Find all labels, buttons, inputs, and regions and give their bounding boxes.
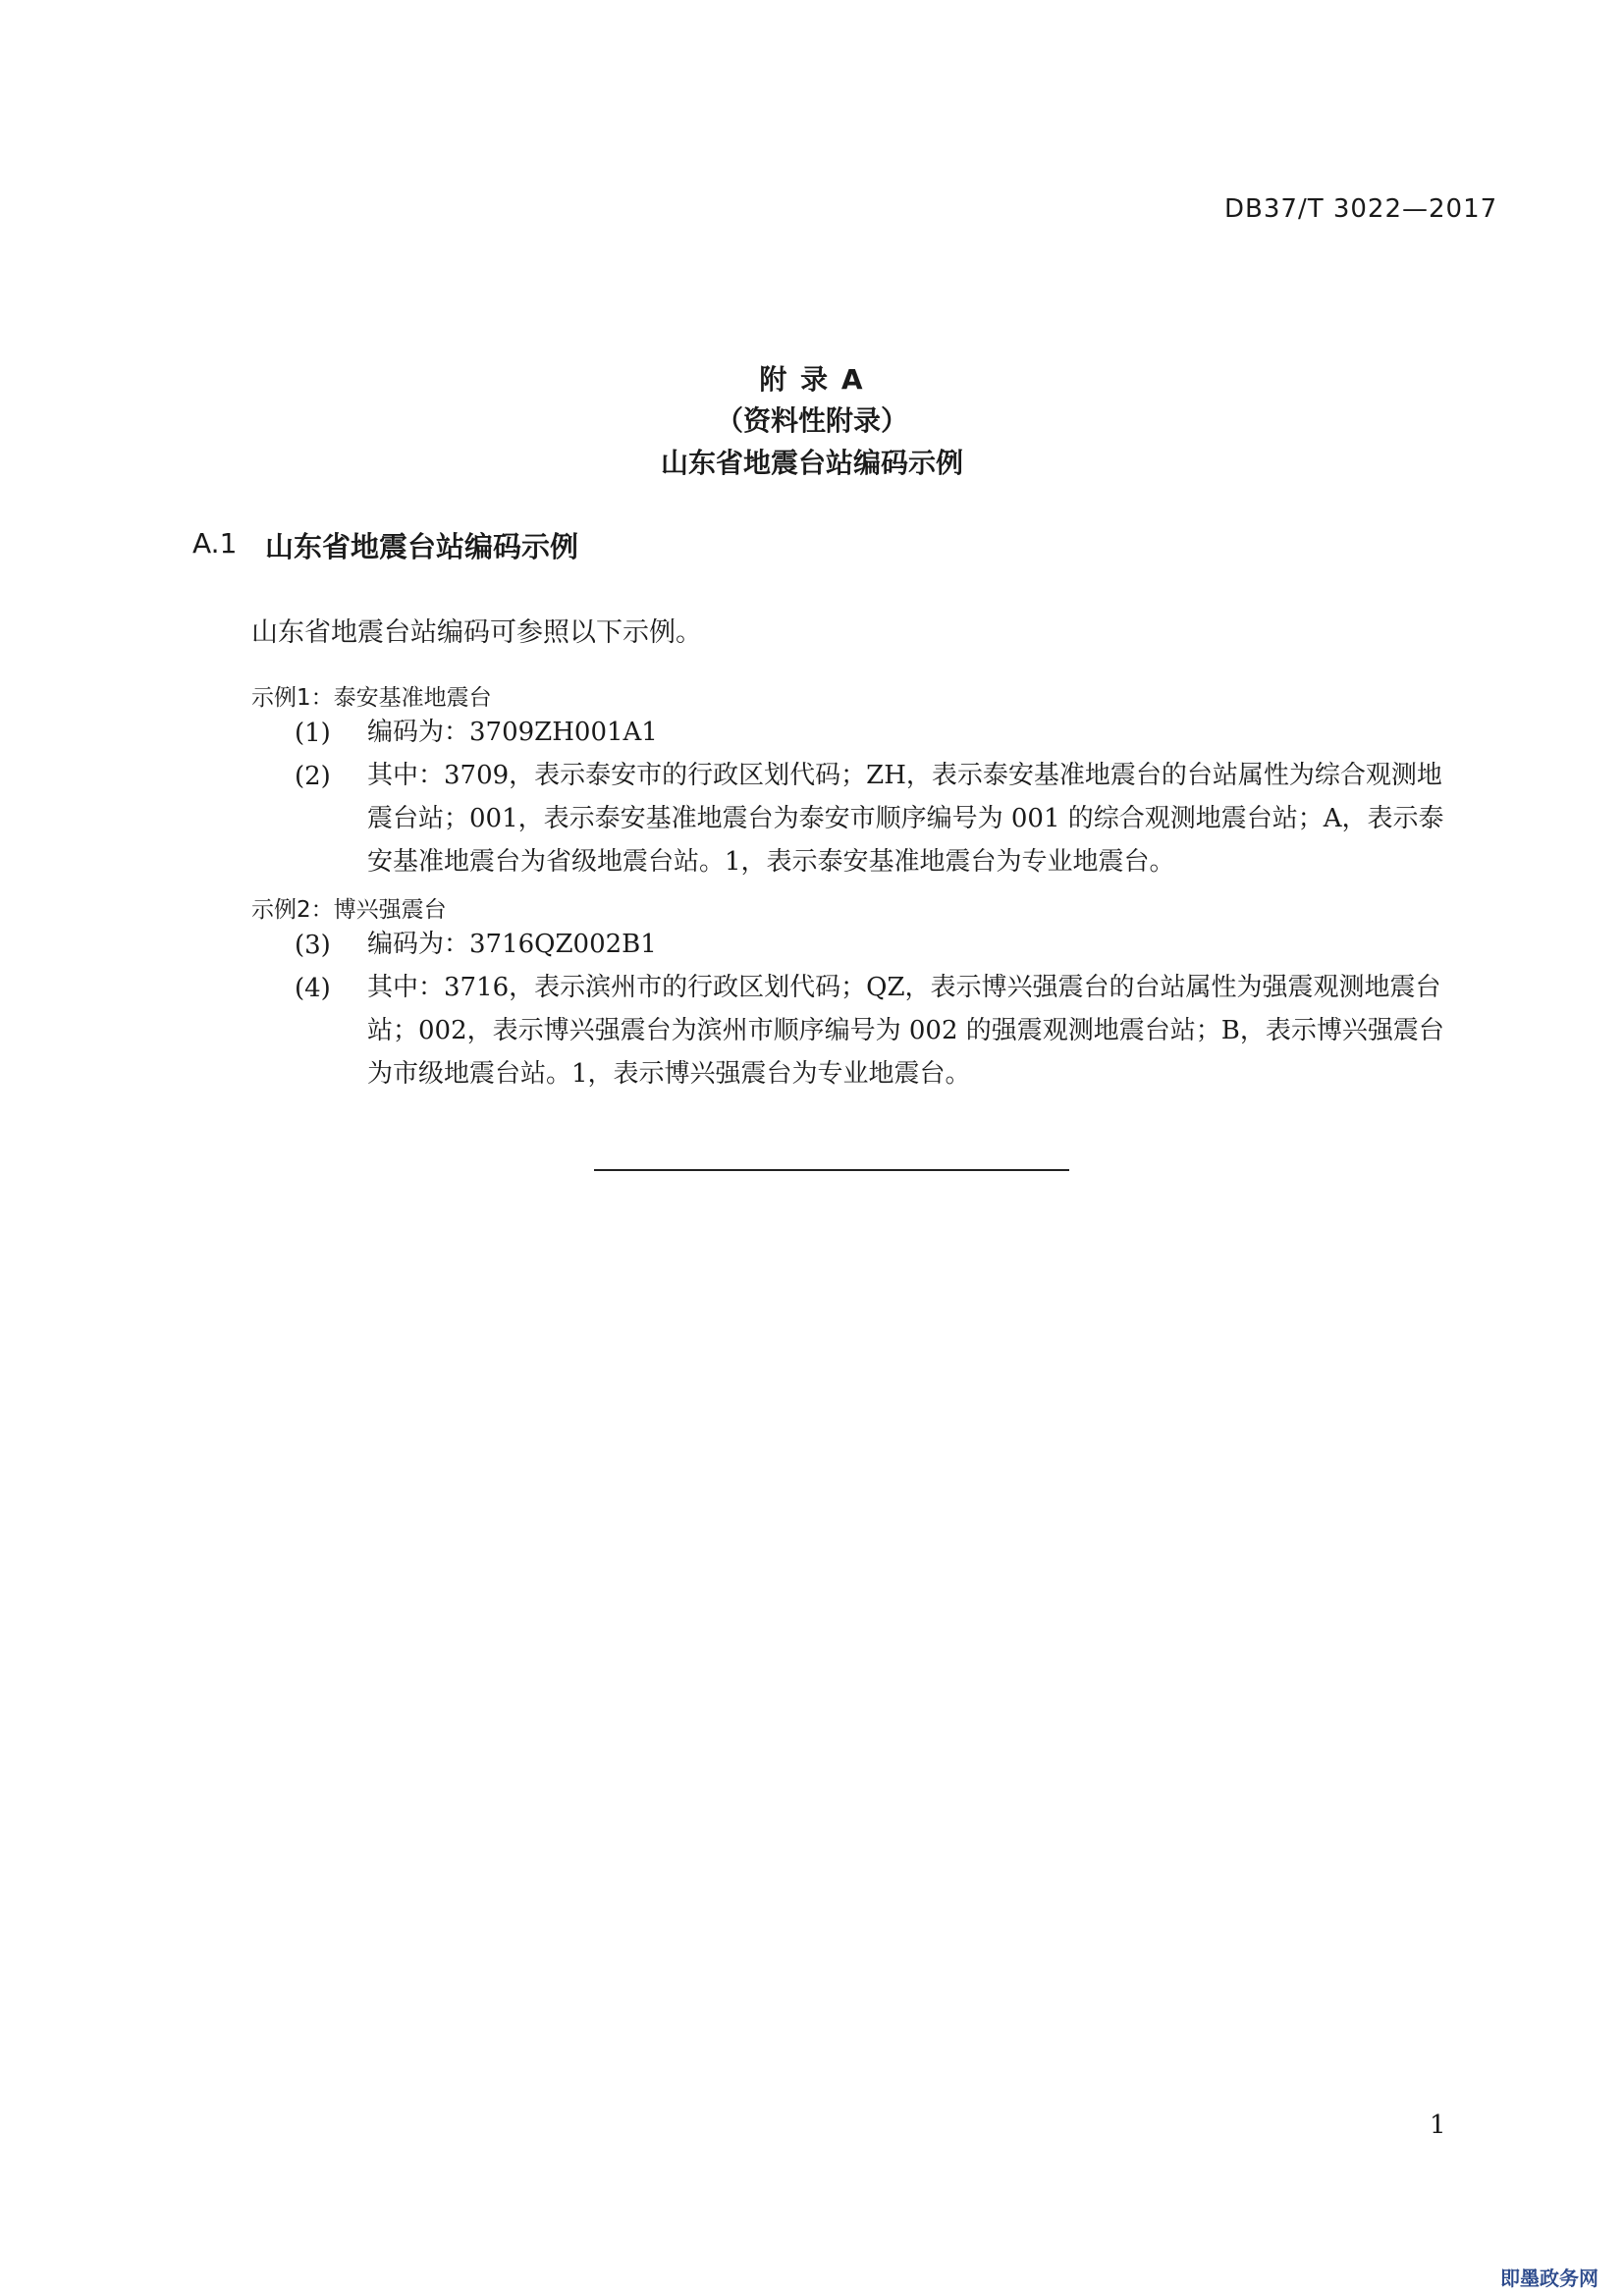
section-title: 山东省地震台站编码示例 [265, 530, 579, 563]
item-3-text: 编码为：3716QZ002B1 [367, 930, 657, 959]
end-divider [594, 1169, 1069, 1171]
section-intro: 山东省地震台站编码可参照以下示例。 [251, 617, 702, 648]
example-1-label: 示例1：泰安基准地震台 [251, 685, 492, 711]
item-3-number: (3) [295, 931, 331, 960]
appendix-title: 山东省地震台站编码示例 [660, 447, 963, 479]
item-1-text: 编码为：3709ZH001A1 [367, 718, 658, 747]
item-2-number: (2) [295, 762, 331, 791]
section-number: A.1 [192, 527, 238, 560]
appendix-label: 附 录 A [759, 363, 865, 396]
document-code: DB37/T 3022—2017 [1224, 194, 1498, 224]
appendix-type: （资料性附录） [715, 404, 908, 437]
item-2-text: 其中：3709，表示泰安市的行政区划代码；ZH，表示泰安基准地震台的台站属性为综合观测地震台站；001，表示泰安基准地震台为泰安市顺序编号为 001 的综合观测地震台站；A，表示泰安基准地震台为省级地震台站。1，表示泰安基准地震台为专业地震台。 [367, 761, 1444, 877]
page-number: 1 [1430, 2110, 1446, 2140]
item-1-number: (1) [295, 719, 331, 748]
item-4-text: 其中：3716，表示滨州市的行政区划代码；QZ，表示博兴强震台的台站属性为强震观测地震台站；002，表示博兴强震台为滨州市顺序编号为 002 的强震观测地震台站；B，表示博兴强震台为市级地震台站。1，表示博兴强震台为专业地震台。 [367, 973, 1444, 1089]
example-2-label: 示例2：博兴强震台 [251, 897, 447, 923]
watermark: 即墨政务网 [1500, 2267, 1598, 2290]
item-4-number: (4) [295, 974, 331, 1003]
